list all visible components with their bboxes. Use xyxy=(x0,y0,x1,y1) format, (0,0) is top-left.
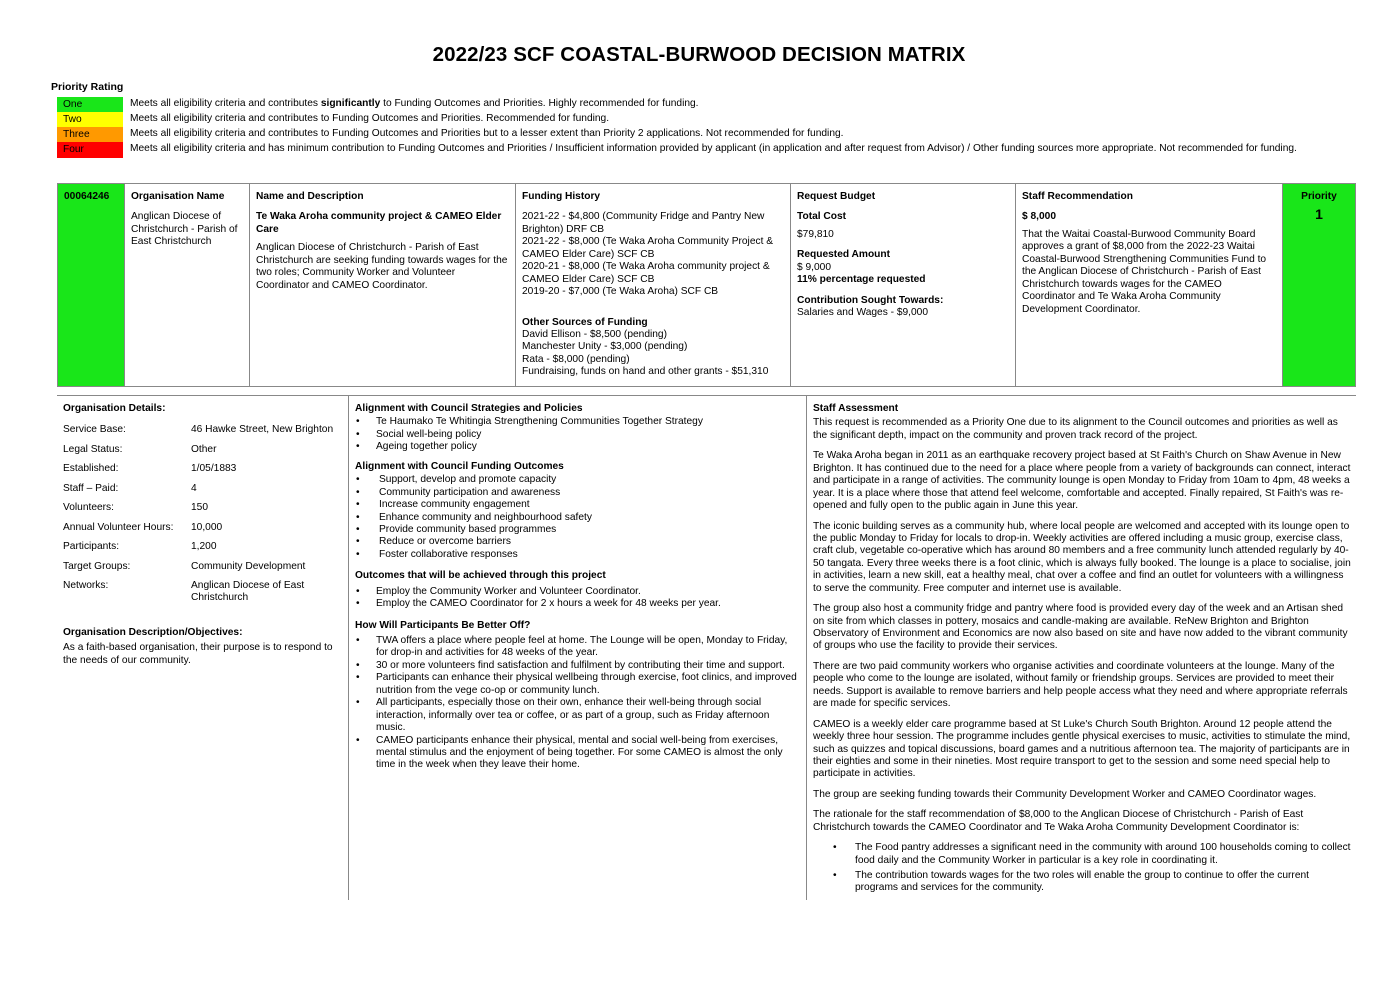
organisation-description: As a faith-based organisation, their purpose is to respond to the needs of our community. xyxy=(63,642,333,666)
detail-value: 4 xyxy=(191,482,197,494)
list-item: • Support, develop and promote capacity xyxy=(355,474,801,486)
staff-assessment-heading: Staff Assessment xyxy=(813,403,899,414)
rationale-list xyxy=(813,842,1351,895)
list-item: • Reduce or overcome barriers xyxy=(355,536,801,548)
legend-row-four xyxy=(57,142,1357,158)
staff-recommendation-header: Staff Recommendation xyxy=(1022,191,1133,202)
list-item: • Ageing together policy xyxy=(355,441,801,453)
detail-value: 1,200 xyxy=(191,541,217,553)
detail-label: Volunteers: xyxy=(63,502,114,514)
detail-label: Staff – Paid: xyxy=(63,482,119,494)
list-item: • The Food pantry addresses a significant need in the community with around 100 households coming to collect food daily and the Community Worker in particular is a key role in coordinating it. xyxy=(813,842,1351,867)
detail-row xyxy=(63,522,343,534)
application-id: 00064246 xyxy=(58,184,125,386)
priority-three-text: Meets all eligibility criteria and contributes to Funding Outcomes and Priorities but to a lesser extent than Priority 2 applications. Not recommended for funding. xyxy=(130,128,844,139)
detail-row xyxy=(63,463,343,475)
detail-value: 46 Hawke Street, New Brighton xyxy=(191,424,334,436)
staff-recommendation-cell xyxy=(1016,184,1283,386)
funding-history-item: 2020-21 - $8,000 (Te Waka Aroha community project & CAMEO Elder Care) SCF CB xyxy=(522,261,770,285)
priority-three-swatch: Three xyxy=(57,127,123,142)
detail-label: Established: xyxy=(63,463,119,475)
list-item: • CAMEO participants enhance their physical, mental and social well-being from exercises, mental stimulus and the enjoyment of being together. For some CAMEO is almost the only time in the week when they leave their home. xyxy=(355,735,801,772)
other-source-item: Manchester Unity - $3,000 (pending) xyxy=(522,341,688,353)
name-description-header: Name and Description xyxy=(256,191,364,202)
list-item: • Employ the CAMEO Coordinator for 2 x hours a week for 48 weeks per year. xyxy=(355,598,801,610)
assessment-paragraph: The group are seeking funding towards their Community Development Worker and CAMEO Coordinator wages. xyxy=(813,788,1317,800)
better-off-heading: How Will Participants Be Better Off? xyxy=(355,619,531,631)
organisation-details-column xyxy=(63,403,343,667)
other-source-item: Fundraising, funds on hand and other grants - $51,310 xyxy=(522,366,769,378)
other-sources-header: Other Sources of Funding xyxy=(522,316,648,328)
detail-value: Anglican Diocese of East Christchurch xyxy=(191,579,305,604)
application-summary-table xyxy=(57,183,1356,387)
priority-one-swatch: One xyxy=(57,97,123,112)
assessment-paragraph: This request is recommended as a Priority One due to its alignment to the Council outcomes and priorities as well as the significant depth, impact on the community and proven track record of the project. xyxy=(813,417,1338,441)
detail-row xyxy=(63,444,343,456)
funding-history-item: 2021-22 - $8,000 (Te Waka Aroha Community Project & CAMEO Elder Care) SCF CB xyxy=(522,236,774,260)
detail-label: Service Base: xyxy=(63,424,126,436)
detail-value: 150 xyxy=(191,502,208,514)
organisation-name-cell xyxy=(125,184,250,386)
project-description: Anglican Diocese of Christchurch - Parish of East Christchurch are seeking funding towards wages for the two roles; Community Worker and Volunteer Coordinator and CAMEO Coordinator. xyxy=(256,242,508,291)
requested-amount-label: Requested Amount xyxy=(797,249,891,261)
priority-four-text: Meets all eligibility criteria and has minimum contribution to Funding Outcomes and Priorities / Insufficient information provided by applicant (in application and after request from Advisor) / Other funding sources more appropriate. Not recommended for funding. xyxy=(130,143,1297,154)
list-item: • Te Haumako Te Whitingia Strengthening Communities Together Strategy xyxy=(355,416,801,428)
staff-recommendation-amount: $ 8,000 xyxy=(1022,211,1056,223)
project-name: Te Waka Aroha community project & CAMEO Elder Care xyxy=(256,211,502,235)
list-item: • Social well-being policy xyxy=(355,429,801,441)
priority-two-text: Meets all eligibility criteria and contributes to Funding Outcomes and Priorities. Recommended for funding. xyxy=(130,113,610,124)
organisation-details-heading: Organisation Details: xyxy=(63,403,166,414)
legend-row-one xyxy=(57,97,1357,112)
priority-one-text: Meets all eligibility criteria and contributes significantly to Funding Outcomes and Priorities. Highly recommended for funding. xyxy=(130,98,699,109)
detail-row xyxy=(63,483,343,495)
detail-value: 10,000 xyxy=(191,521,223,533)
total-cost-label: Total Cost xyxy=(797,211,847,223)
detail-row xyxy=(63,580,343,605)
list-item: • Employ the Community Worker and Volunteer Coordinator. xyxy=(355,586,801,598)
contribution-sought-label: Contribution Sought Towards: xyxy=(797,294,944,306)
priority-legend xyxy=(57,97,1357,158)
assessment-paragraph: CAMEO is a weekly elder care programme based at St Luke's Church South Brighton. Around 12 people attend the weekly three hour session. The programme includes gentle physical exercises to music, activities to stimulate the mind, such as quizzes and topical discussions, board games and a nutritious afternoon tea. The majority of participants are in their eighties and some in their nineties. Most require transport to get to the session and some need special help to participate in activities. xyxy=(813,718,1351,780)
organisation-name-header: Organisation Name xyxy=(131,191,225,202)
funding-history-cell xyxy=(516,184,791,386)
detail-value: Community Development xyxy=(191,560,306,572)
detail-value: 1/05/1883 xyxy=(191,463,237,475)
list-item: • 30 or more volunteers find satisfaction and fulfilment by contributing their time and support. xyxy=(355,660,801,672)
alignment-column xyxy=(355,403,801,772)
detail-label: Legal Status: xyxy=(63,443,123,455)
organisation-name: Anglican Diocese of Christchurch - Parish of East Christchurch xyxy=(131,211,238,248)
list-item: • Participants can enhance their physical wellbeing through exercise, foot clinics, and improved nutrition from the vege co-op or community lunch. xyxy=(355,672,801,697)
request-budget-cell xyxy=(791,184,1016,386)
list-item: • Foster collaborative responses xyxy=(355,549,801,561)
list-item: • Enhance community and neighbourhood safety xyxy=(355,512,801,524)
funding-history-header: Funding History xyxy=(522,191,601,202)
percentage-requested: 11% percentage requested xyxy=(797,274,926,286)
detail-label: Target Groups: xyxy=(63,560,131,572)
priority-two-swatch: Two xyxy=(57,112,123,127)
strategies-list xyxy=(355,416,801,453)
assessment-paragraph: The rationale for the staff recommendation of $8,000 to the Anglican Diocese of Christchurch - Parish of East Christchurch towards the CAMEO Coordinator and Te Waka Aroha Community Development Coordinator is: xyxy=(813,809,1304,833)
staff-assessment-column xyxy=(813,403,1351,898)
detail-row xyxy=(63,541,343,553)
legend-row-two xyxy=(57,112,1357,127)
list-item: • Provide community based programmes xyxy=(355,524,801,536)
total-cost-value: $79,810 xyxy=(797,228,834,240)
detail-value: Other xyxy=(191,443,217,455)
requested-amount-value: $ 9,000 xyxy=(797,261,831,273)
other-source-item: Rata - $8,000 (pending) xyxy=(522,353,630,365)
column-divider xyxy=(348,396,349,900)
section-divider xyxy=(57,395,1356,396)
better-off-list xyxy=(355,635,801,772)
priority-header: Priority xyxy=(1301,191,1337,202)
page-title: 2022/23 SCF COASTAL-BURWOOD DECISION MATRIX xyxy=(432,43,966,66)
achieved-heading: Outcomes that will be achieved through this project xyxy=(355,570,606,582)
detail-row xyxy=(63,424,343,436)
list-item: • Increase community engagement xyxy=(355,499,801,511)
assessment-paragraph: The group also host a community fridge and pantry where food is provided every day of the week and an Artisan shed on site from which classes in pottery, mosaics and candle-making are available. ReNew Brighton and Brighton Observatory of Environment and Economics are now also based on site and have now added to the vibrant community of groups who use the facility to provide their services. xyxy=(813,603,1348,652)
list-item: • The contribution towards wages for the two roles will enable the group to continue to offer the current programs and services for the community. xyxy=(813,870,1351,895)
legend-row-three xyxy=(57,127,1357,142)
priority-value: 1 xyxy=(1315,206,1323,223)
column-divider xyxy=(806,396,807,900)
list-item: • TWA offers a place where people feel at home. The Lounge will be open, Monday to Friday, for drop-in and activities for 48 weeks of the year. xyxy=(355,635,801,660)
outcomes-list xyxy=(355,474,801,561)
outcomes-heading: Alignment with Council Funding Outcomes xyxy=(355,460,564,472)
staff-recommendation-text: That the Waitai Coastal-Burwood Community Board approves a grant of $8,000 from the 2022-23 Waitai Coastal-Burwood Strengthening Communities Fund to the Anglican Diocese of Christchurch - Parish of East Christchurch towards wages for the CAMEO Coordinator and Te Waka Aroha Community Development Coordinator. xyxy=(1022,228,1267,315)
priority-cell xyxy=(1283,184,1355,386)
assessment-paragraph: Te Waka Aroha began in 2011 as an earthquake recovery project based at St Faith's Church on Shaw Avenue in New Brighton. It has continued due to the need for a place where people from a variety of backgrounds can connect, interact and participate in a range of activities. The community lounge is open Monday to Friday from 10am to 4pm, 48 weeks a year. It is a place where those that attend feel welcome, comfortable and accepted. Finally repaired, St Faith's was re-opened and fully open to the public again in June this year. xyxy=(813,450,1351,512)
other-source-item: David Ellison - $8,500 (pending) xyxy=(522,328,667,340)
list-item: • Community participation and awareness xyxy=(355,487,801,499)
assessment-paragraph: The iconic building serves as a community hub, where local people are welcomed and accepted with its lounge open to the public Monday to Friday for locals to drop-in. Weekly activities are offered including a music group, exercise class, craft club, vegetable co-operative which has around 80 members and a free community lunch attended regularly by 40-50 tangata. Every three weeks there is a foot clinic, which is always fully booked. The lounge is a place to socialise, join in activities, learn a new skill, eat a healthy meal, chat over a coffee and find an outlet for volunteers with a willingness to serve the community. Free computer and internet use is available. xyxy=(813,520,1351,594)
assessment-paragraph: There are two paid community workers who organise activities and coordinate volunteers at the lounge. Many of the people who come to the lounge are isolated, without family or friendship groups. Services are provided to meet their needs. Support is available to remove barriers and help people access what they need and where appropriate referrals are made for specific services. xyxy=(813,660,1348,710)
name-description-cell xyxy=(250,184,516,386)
achieved-list xyxy=(355,586,801,611)
contribution-sought-value: Salaries and Wages - $9,000 xyxy=(797,307,929,319)
detail-row xyxy=(63,561,343,573)
strategies-heading: Alignment with Council Strategies and Policies xyxy=(355,403,583,414)
priority-four-swatch: Four xyxy=(57,142,123,158)
request-budget-header: Request Budget xyxy=(797,191,876,202)
funding-history-item: 2021-22 - $4,800 (Community Fridge and Pantry New Brighton) DRF CB xyxy=(522,211,765,235)
detail-label: Annual Volunteer Hours: xyxy=(63,521,174,533)
detail-label: Networks: xyxy=(63,579,109,591)
list-item: • All participants, especially those on their own, enhance their well-being through social interaction, informally over tea or coffee, or as part of a group, such as Friday afternoon music. xyxy=(355,697,801,734)
organisation-description-heading: Organisation Description/Objectives: xyxy=(63,626,243,638)
funding-history-item: 2019-20 - $7,000 (Te Waka Aroha) SCF CB xyxy=(522,286,719,298)
priority-rating-heading: Priority Rating xyxy=(51,81,124,93)
detail-row xyxy=(63,502,343,514)
detail-label: Participants: xyxy=(63,541,120,553)
